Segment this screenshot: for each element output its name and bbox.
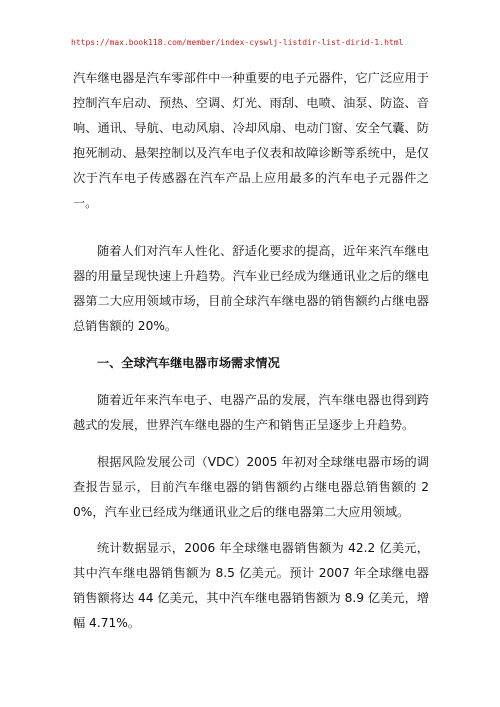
trend-paragraph: 随着人们对汽车人性化、舒适化要求的提高，近年来汽车继电器的用量呈现快速上升趋势。汽车业已经成为继通讯业之后的继电器第二大应用领域市场，目前全球汽车继电器的销售额约占继电器总销售额的 20%。: [73, 244, 429, 333]
source-url[interactable]: https://max.book118.com/member/index-cyswlj-listdir-list-dirid-1.html: [71, 38, 404, 47]
intro-paragraph: 汽车继电器是汽车零部件中一种重要的电子元器件，它广泛应用于控制汽车启动、预热、空调、灯光、雨刮、电喷、油泵、防盗、音响、通讯、导航、电动风扇、冷却风扇、电动门窗、安全气囊、防抱死制动、悬架控制以及汽车电子仪表和故障诊断等系统中，是仅次于汽车电子传感器在汽车产品上应用最多的汽车电子元器件之一。: [73, 71, 429, 210]
section-heading: 一、全球汽车继电器市场需求情况: [97, 356, 280, 370]
document-body: [73, 66, 429, 636]
sales-statistics-paragraph: 统计数据显示，2006 年全球继电器销售额为 42.2 亿美元，其中汽车继电器销售额为 8.5 亿美元。预计 2007 年全球继电器销售额将达 44 亿美元，其中汽车继电器销售额为 8.9 亿美元，增幅 4.71%。: [73, 541, 429, 630]
market-growth-paragraph: 随着近年来汽车电子、电器产品的发展，汽车继电器也得到跨越式的发展，世界汽车继电器的生产和销售正呈逐步上升趋势。: [73, 393, 429, 432]
vdc-report-paragraph: 根据风险发展公司（VDC）2005 年初对全球继电器市场的调查报告显示，目前汽车继电器的销售额约占继电器总销售额的 20%，汽车业已经成为继通讯业之后的继电器第二大应用领域。: [73, 455, 429, 519]
